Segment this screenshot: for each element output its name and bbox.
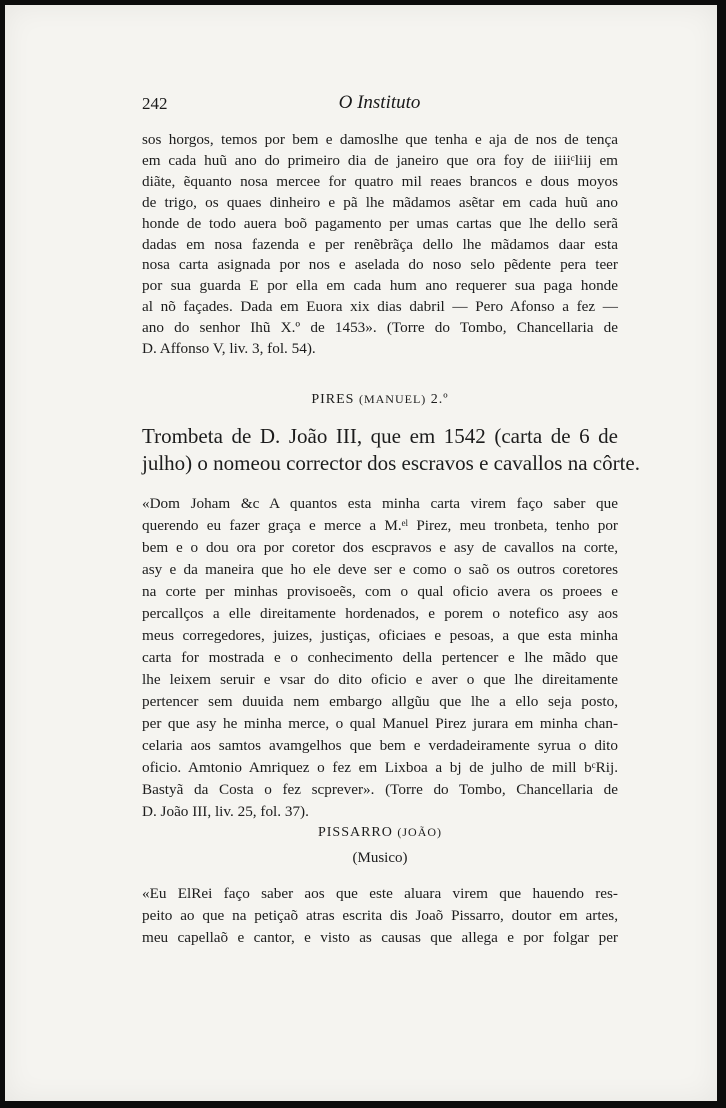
- text-line: ano do senhor Ihũ X.º de 1453». (Torre do Tombo, Chancellaria de: [142, 319, 618, 337]
- book-page: [5, 5, 717, 1101]
- text-line: peito ao que na petiçaõ atras escrita dis Joaõ Pissarro, doutor em artes,: [142, 907, 618, 924]
- text-line: oficio. Amtonio Amriquez o fez em Lixboa a bj de julho de mill bᶜRij.: [142, 759, 618, 776]
- text-line: asy e da maneira que ho ele deve ser e como o saõ os outros coretores: [142, 561, 618, 578]
- text-line: honde de todo auera boõ pagamento per umas cartas que lhe dello serã: [142, 214, 618, 232]
- text-line: nosa carta asignada por nos e aselada do noso selo pẽdente pera teer: [142, 256, 618, 274]
- running-title: O Instituto: [338, 92, 421, 113]
- entry-subtitle: (Musico): [352, 850, 408, 866]
- paragraph-alvara-pissarro: [142, 883, 618, 949]
- text-line: de trigo, os quaes dinheiro e pã lhe mãdamos asẽtar em cada huũ ano: [142, 193, 618, 211]
- text-line: D. João III, liv. 25, fol. 37).: [142, 803, 309, 820]
- text-line: D. Affonso V, liv. 3, fol. 54).: [142, 340, 316, 358]
- paragraph-charter-1453: [142, 130, 618, 360]
- text-line: meus corregedores, juizes, justiças, oficiaes e pesoas, a que esta minha: [142, 627, 618, 644]
- text-line: sos horgos, temos por bem e damoslhe que tenha e aja de nos de tença: [142, 131, 618, 148]
- text-line: percallços a elle direitamente hordenados, e porem o notefico asy aos: [142, 605, 618, 622]
- text-line: por sua guarda E por ella em cada hum ano requerer sua paga honde: [142, 277, 618, 295]
- text-line: lhe leixem seruir e vsar do dito oficio e aver o que lhe direitamente: [142, 671, 618, 688]
- summary-line: Trombeta de D. João III, que em 1542 (carta de 6 de: [142, 424, 618, 448]
- entry-summary-pires: [142, 423, 640, 477]
- text-line: querendo eu fazer graça e merce a M.ᵉˡ Pirez, meu tronbeta, tenho por: [142, 517, 618, 534]
- text-line: na corte per minhas provisoeẽs, com o qual oficio avera os proees e: [142, 583, 618, 600]
- entry-given-name: (JOÃO): [397, 825, 443, 839]
- entry-number: 2.º: [430, 392, 449, 407]
- text-line: celaria aos samtos avamgelhos que bem e verdadeiramente syrua o dito: [142, 737, 618, 754]
- text-line: «Eu ElRei faço saber aos que este aluara virem que hauendo res-: [142, 885, 618, 902]
- text-line: «Dom Joham &c A quantos esta minha carta virem faço saber que: [142, 495, 618, 512]
- text-line: carta for mostrada e o conhecimento della pertencer e lhe mãdo que: [142, 649, 618, 666]
- entry-heading-pissarro: [142, 825, 618, 841]
- entry-surname: PISSARRO: [317, 825, 393, 840]
- entry-heading-pires: [142, 392, 618, 408]
- text-line: diãte, ẽquanto nosa mercee for quatro mil reaes brancos e dous moyos: [142, 172, 618, 190]
- page-header: [142, 94, 617, 116]
- text-line: em cada huũ ano do primeiro dia de janeiro que ora foy de iiiiᶜliij em: [142, 151, 618, 169]
- text-line: dadas em nosa fazenda e per renẽbrãça dello lhe mãdamos daar esta: [142, 235, 618, 253]
- text-line: per que asy he minha merce, o qual Manuel Pirez jurara em minha chan-: [142, 715, 618, 732]
- entry-given-name: (MANUEL): [358, 392, 427, 406]
- text-line: bem e o dou ora por coretor dos escpravos e asy de cavallos na corte,: [142, 539, 618, 556]
- summary-line: julho) o nomeou corrector dos escravos e cavallos na côrte.: [142, 451, 640, 475]
- page-number: 242: [142, 94, 168, 113]
- text-line: al nõ façades. Dada em Euora xix dias dabril — Pero Afonso a fez —: [142, 298, 618, 316]
- entry-surname: PIRES: [311, 392, 355, 407]
- text-line: Bastyã da Costa o fez scprever». (Torre do Tombo, Chancellaria de: [142, 781, 618, 798]
- text-line: meu capellaõ e cantor, e visto as causas que allega e por folgar per: [142, 929, 618, 946]
- text-line: pertencer sem duuida nem embargo allgũu que lhe a ello seja posto,: [142, 693, 618, 710]
- paragraph-charter-1542: [142, 493, 618, 823]
